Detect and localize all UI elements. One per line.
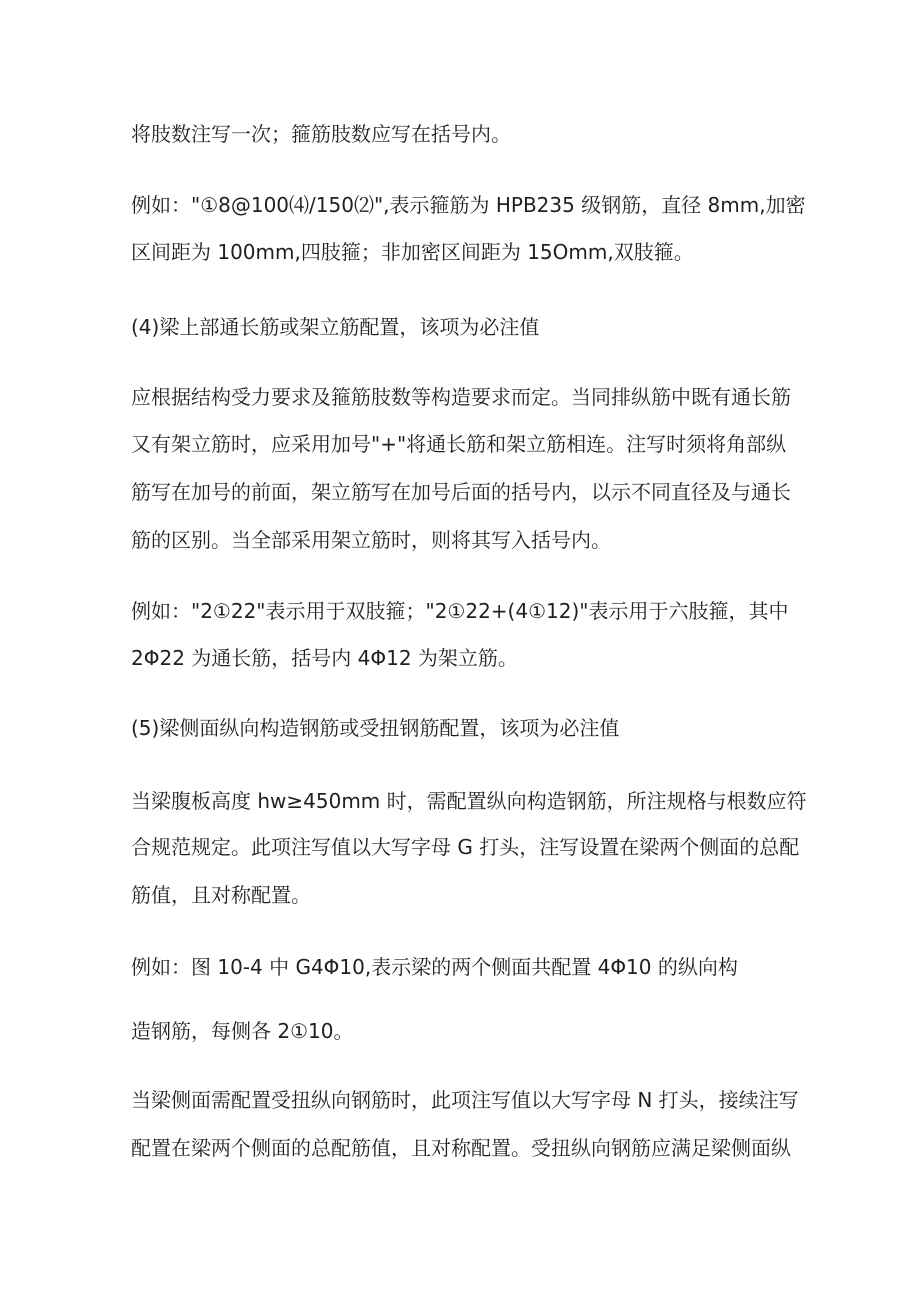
text-line: 例如：图 10-4 中 G4Φ10,表示梁的两个侧面共配置 4Φ10 的纵向构 [131,955,738,979]
text-line: 例如："①8@100⑷/150⑵",表示箍筋为 HPB235 级钢筋，直径 8mm,加密 [131,193,806,217]
text-line: 又有架立筋时，应采用加号"+"将通长筋和架立筋相连。注写时须将角部纵 [131,432,787,456]
text-line: 合规范规定。此项注写值以大写字母 G 打头，注写设置在梁两个侧面的总配 [131,835,800,859]
text-line: 当梁侧面需配置受扭纵向钢筋时，此项注写值以大写字母 N 打头，接续注写 [131,1088,799,1112]
text-line: 例如："2①22"表示用于双肢箍；"2①22+(4①12)"表示用于六肢箍，其中 [131,599,789,623]
text-line: 当梁腹板高度 hw≥450mm 时，需配置纵向构造钢筋，所注规格与根数应符 [131,789,807,813]
text-line: 将肢数注写一次；箍筋肢数应写在括号内。 [131,122,511,146]
text-line: 2Φ22 为通长筋，括号内 4Φ12 为架立筋。 [131,646,518,670]
text-line: 配置在梁两个侧面的总配筋值，且对称配置。受扭纵向钢筋应满足梁侧面纵 [131,1136,791,1160]
section-heading: (5)梁侧面纵向构造钢筋或受扭钢筋配置，该项为必注值 [131,716,620,740]
text-line: 筋的区别。当全部采用架立筋时，则将其写入括号内。 [131,528,611,552]
text-line: 造钢筋，每侧各 2①10。 [131,1019,354,1043]
section-heading: (4)梁上部通长筋或架立筋配置，该项为必注值 [131,315,540,339]
text-line: 区间距为 100mm,四肢箍；非加密区间距为 15Omm,双肢箍。 [131,240,694,264]
text-line: 应根据结构受力要求及箍筋肢数等构造要求而定。当同排纵筋中既有通长筋 [131,385,791,409]
text-line: 筋写在加号的前面，架立筋写在加号后面的括号内，以示不同直径及与通长 [131,480,791,504]
text-line: 筋值，且对称配置。 [131,883,311,907]
